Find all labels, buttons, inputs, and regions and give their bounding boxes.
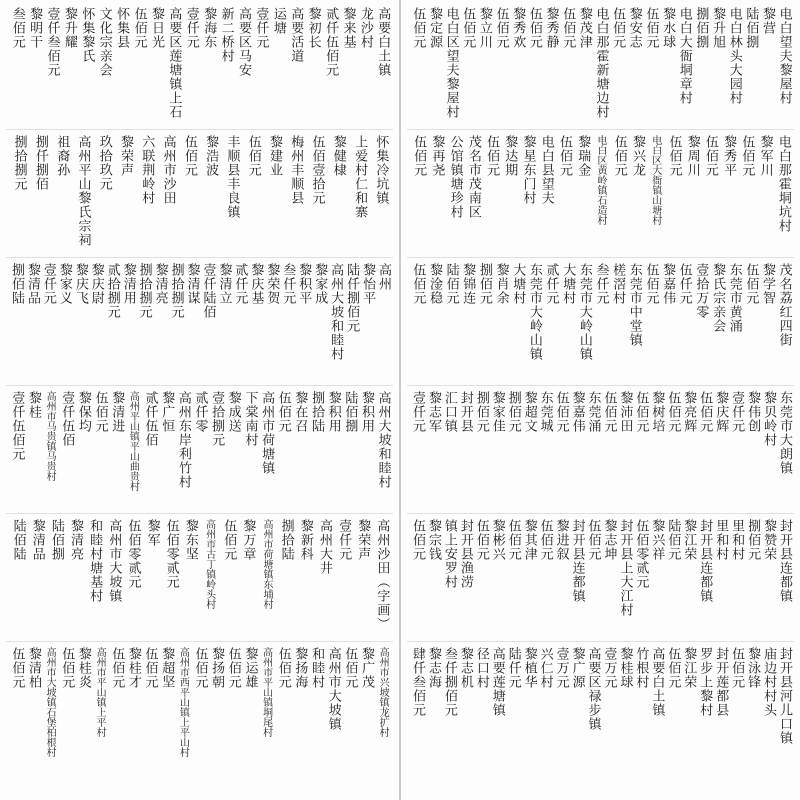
donor-column: 陆佰捌 — [743, 7, 759, 49]
donor-column: 罗步上黎村 — [697, 647, 713, 717]
donor-column: 黎桂炎 — [75, 647, 91, 689]
band-divider — [407, 257, 794, 258]
donor-column: 黎成送 — [225, 391, 241, 433]
donor-band — [401, 132, 800, 259]
donor-column: 伍佰元 — [560, 7, 576, 49]
donor-column: 黎明干 — [27, 7, 43, 49]
donor-column: 伍佰元 — [557, 135, 573, 177]
donor-column: 壹仟元 — [40, 263, 56, 305]
donor-column: 黎营 — [760, 7, 776, 35]
donor-column: 伍佰元 — [275, 647, 291, 689]
donor-column: 伍佰元 — [505, 519, 521, 561]
donor-column: 封开县上大江村 — [617, 519, 633, 617]
donor-column: 壹万元 — [553, 647, 569, 689]
donor-column: 黎广源 — [569, 647, 585, 689]
donor-band — [401, 644, 800, 771]
donor-column: 黎初长 — [305, 7, 321, 49]
donor-column: 叁佰元 — [9, 7, 25, 49]
donor-column: 壹仟叁佰元 — [44, 7, 60, 77]
donor-column: 茂名市茂南区 — [465, 135, 481, 219]
donor-column: 黎桂才 — [125, 647, 141, 689]
donor-column: 高州市荷塘镇 — [259, 391, 275, 475]
donor-column: 壹仟元 — [409, 391, 425, 433]
donor-column: 高州大坡和睦村 — [375, 391, 391, 489]
donor-column: 电白县望夫 — [538, 135, 554, 205]
donor-column: 伍佰元 — [473, 519, 489, 561]
donor-column: 封开县连都镇 — [569, 519, 585, 603]
donor-column: 黎海东 — [201, 7, 217, 49]
donor-column: 高州市大坡镇石堡柏根村 — [44, 647, 56, 757]
donor-column: 高州市平山镇垌尾村 — [260, 647, 272, 737]
donor-column: 黎荣声 — [355, 519, 371, 561]
donor-column: 高州市平山镇上平村 — [94, 647, 106, 737]
donor-column: 黎泳锋 — [745, 647, 761, 689]
donor-column: 伍佰元 — [410, 263, 426, 305]
donor-column: 东莞城 — [537, 391, 553, 433]
donor-column: 黎积用 — [325, 391, 341, 433]
donor-column: 高州东岸利竹村 — [175, 391, 191, 489]
donor-column: 电白那霍新塘边村 — [593, 7, 609, 119]
donor-column: 封开县 — [457, 391, 473, 433]
donor-column: 伍佰元 — [739, 135, 755, 177]
donor-column: 东莞市大朗镇 — [777, 391, 793, 475]
donor-band — [0, 388, 399, 515]
donor-column: 黎清立 — [216, 263, 232, 305]
donor-column: 叁仟元 — [280, 263, 296, 305]
donor-column: 黎军川 — [757, 135, 773, 177]
donor-column: 东莞市大岭山镇 — [576, 263, 592, 361]
donor-band — [0, 516, 399, 643]
donor-column: 封开县河儿口镇 — [777, 647, 793, 745]
donor-column: 伍佰元 — [601, 391, 617, 433]
donor-column: 黎立川 — [476, 7, 492, 49]
donor-column: 陆佰陆 — [10, 519, 26, 561]
donor-column: 茂名荔红四街 — [776, 263, 792, 347]
donor-column: 黎庆辉 — [713, 391, 729, 433]
donor-band — [0, 132, 399, 259]
donor-column: 伍佰元 — [9, 647, 25, 689]
donor-column: 和睦村 — [309, 647, 325, 689]
donor-column: 高要区马安 — [236, 7, 252, 77]
donor-column: 电白望夫黎屋村 — [776, 7, 792, 105]
donor-column: 捌拾陆 — [309, 391, 325, 433]
donor-column: 封开县连都镇 — [777, 519, 793, 603]
donor-column: 高要白土镇 — [649, 647, 665, 717]
donor-column: 里和村 — [729, 519, 745, 561]
donor-column: 黎万章 — [240, 519, 256, 561]
donor-column: 捌拾捌元 — [136, 263, 152, 319]
donor-column: 伍佰元 — [92, 391, 108, 433]
band-divider — [407, 513, 794, 514]
donor-column: 高要活道 — [288, 7, 304, 63]
donor-column: 封开莲都县 — [713, 647, 729, 717]
donor-column: 伍佰元 — [181, 135, 197, 177]
donor-column: 黎茂津 — [576, 7, 592, 49]
donor-column: 径口村 — [473, 647, 489, 689]
donor-column: 黎淦稳 — [426, 263, 442, 305]
donor-column: 捌佰元 — [476, 263, 492, 305]
donor-column: 黎升耀 — [61, 7, 77, 49]
donor-column: 黎积平 — [296, 263, 312, 305]
donor-band — [401, 388, 800, 515]
band-divider — [407, 129, 794, 130]
donor-column: 电白区黄岭镇石造村 — [595, 135, 606, 225]
donor-column: 伍佰元 — [245, 135, 261, 177]
donor-column: 黎清谋 — [184, 263, 200, 305]
donor-column: 捌拾捌元 — [11, 135, 27, 191]
donor-column: 伍佰元 — [743, 263, 759, 305]
donor-column: 黎桂 — [25, 391, 41, 419]
donor-column: 黎家佳 — [489, 391, 505, 433]
donor-column: 黎周川 — [684, 135, 700, 177]
donor-column: 黎桂球 — [617, 647, 633, 689]
donor-column: 黎扬海 — [292, 647, 308, 689]
donor-column: 伍佰元 — [537, 519, 553, 561]
donor-column: 高要白土镇 — [375, 7, 391, 77]
donor-column: 黎家成 — [312, 263, 328, 305]
donor-column: 电白区望夫黎屋村 — [443, 7, 459, 119]
donor-column: 黎荣声 — [118, 135, 134, 177]
donor-column: 捌佰元 — [745, 519, 761, 561]
donor-column: 壹仟陆佰 — [200, 263, 216, 319]
donor-column: 高州市古丁镇岭头村 — [203, 519, 215, 609]
donor-column: 伍佰元 — [109, 647, 125, 689]
donor-column: 捌拾陆 — [278, 519, 294, 561]
donor-column: 伍佰元 — [221, 519, 237, 561]
donor-column: 丰顺县丰良镇 — [224, 135, 240, 219]
donor-column: 东莞市大岭山镇 — [526, 263, 542, 361]
donor-column: 黎达期 — [502, 135, 518, 177]
donor-column: 黎宗钱 — [425, 519, 441, 561]
donor-column: 黎超文 — [521, 391, 537, 433]
donor-column: 黎嘉伟 — [569, 391, 585, 433]
donor-column: 黎氏宗亲会 — [710, 263, 726, 333]
donor-column: 黎清亮 — [68, 519, 84, 561]
donor-column: 伍佰元 — [59, 647, 75, 689]
donor-column: 黎广恒 — [159, 391, 175, 433]
donor-column: 黎家义 — [56, 263, 72, 305]
donor-column: 黎运雄 — [242, 647, 258, 689]
donor-column: 伍佰元 — [665, 391, 681, 433]
donor-column: 黎保均 — [75, 391, 91, 433]
donor-column: 壹仟元 — [253, 7, 269, 49]
donor-column: 电白林头大园村 — [726, 7, 742, 105]
donor-column: 黎兴龙 — [629, 135, 645, 177]
donor-column: 伍佰元 — [702, 135, 718, 177]
donor-column: 捌佰捌 — [693, 7, 709, 49]
donor-column: 黎星东门村 — [520, 135, 536, 205]
donor-band — [401, 516, 800, 643]
donor-column: 槎滘村 — [610, 263, 626, 305]
band-divider — [6, 385, 393, 386]
donor-column: 高州沙田（字画） — [374, 519, 390, 631]
donor-column: 竹根村 — [633, 647, 649, 689]
donor-column: 壹拾捌元 — [209, 391, 225, 447]
donor-column: 贰仟元 — [543, 263, 559, 305]
donor-column: 高州市沙田 — [160, 135, 176, 205]
donor-column: 肆仟叁佰元 — [409, 647, 425, 717]
donor-column: 高州 — [376, 263, 392, 291]
donor-column: 龙沙村 — [357, 7, 373, 49]
donor-column: 捌拾捌元 — [168, 263, 184, 319]
donor-column: 祖裔孙 — [54, 135, 70, 177]
donor-column: 伍佰元 — [697, 391, 713, 433]
donor-column: 陆佰元 — [443, 263, 459, 305]
donor-column: 伍佰元 — [342, 647, 358, 689]
donor-column: 黎水球 — [660, 7, 676, 49]
donor-column: 黎扬朝 — [209, 647, 225, 689]
donor-column: 伍佰元 — [225, 647, 241, 689]
donor-column: 运塘 — [270, 7, 286, 35]
donor-column: 和睦村塘基村 — [87, 519, 103, 603]
donor-column: 黎庆基 — [248, 263, 264, 305]
donor-column: 黎江荣 — [681, 647, 697, 689]
donor-column: 上爱村仁和寨 — [352, 135, 368, 219]
donor-column: 公馆镇塘珍村 — [447, 135, 463, 219]
donor-column: 壹拾万零 — [693, 263, 709, 319]
donor-column: 捌佰元 — [473, 391, 489, 433]
donor-column: 黎秀欢 — [510, 7, 526, 49]
donor-column: 黎志坤 — [601, 519, 617, 561]
donor-column: 黎日光 — [148, 7, 164, 49]
donor-column: 黎赞荣 — [761, 519, 777, 561]
donor-column: 黎庆尉 — [88, 263, 104, 305]
donor-column: 高州市马贵镇马贵村 — [44, 391, 56, 481]
band-divider — [6, 513, 393, 514]
donor-column: 伍佰元 — [666, 135, 682, 177]
donor-column: 黎秀平 — [721, 135, 737, 177]
donor-column: 文化宗亲会 — [96, 7, 112, 77]
donor-column: 伍佰元 — [411, 135, 427, 177]
donor-column: 高要莲塘镇 — [489, 647, 505, 717]
donor-band — [401, 4, 800, 131]
band-divider — [6, 129, 393, 130]
donor-column: 伍佰元 — [192, 647, 208, 689]
donor-column: 黎江荣 — [681, 519, 697, 561]
donor-column: 捌仟捌佰 — [32, 135, 48, 191]
donor-column: 伍佰零贰元 — [163, 519, 179, 589]
donor-column: 高州大坡和睦村 — [328, 263, 344, 361]
donor-column: 庙边村村头 — [761, 647, 777, 717]
donor-column: 伍佰元 — [665, 647, 681, 689]
donor-column: 贰仟伍佰 — [142, 391, 158, 447]
donor-column: 黎贝岭村 — [761, 391, 777, 447]
donor-column: 黎志海 — [425, 647, 441, 689]
donor-column: 黎超坚 — [159, 647, 175, 689]
donor-column: 壹仟元 — [183, 7, 199, 49]
donor-column: 伍佰元 — [275, 391, 291, 433]
donor-column: 壹仟伍佰 — [59, 391, 75, 447]
donor-column: 黎积用 — [359, 391, 375, 433]
donor-column: 贰拾捌元 — [104, 263, 120, 319]
donor-column: 伍佰元 — [131, 7, 147, 49]
donor-column: 黎瑞金 — [575, 135, 591, 177]
donor-column: 新二桥村 — [218, 7, 234, 63]
donor-column: 黎新科 — [297, 519, 313, 561]
donor-column: 黎在召 — [292, 391, 308, 433]
donor-column: 高州市大坡镇 — [106, 519, 122, 603]
donor-column: 伍佰元 — [460, 7, 476, 49]
donor-column: 电白区大衙镇山塘村 — [649, 135, 661, 225]
donor-column: 叁仟捌佰元 — [441, 647, 457, 717]
donor-column: 黎学智 — [760, 263, 776, 305]
donor-column: 怀集黎氏 — [79, 7, 95, 63]
donor-column: 黎肖余 — [493, 263, 509, 305]
donor-column: 黎秀静 — [543, 7, 559, 49]
donor-column: 伍佰元 — [409, 519, 425, 561]
donor-column: 东莞市中堂镇 — [626, 263, 642, 347]
donor-column: 伍佰元 — [410, 7, 426, 49]
donor-column: 高州大井 — [316, 519, 332, 575]
donor-column: 伍佰元 — [526, 7, 542, 49]
donor-column: 里和村 — [713, 519, 729, 561]
donor-column: 黎其津 — [521, 519, 537, 561]
donor-column: 伍佰元 — [553, 391, 569, 433]
donor-column: 黎荣贺 — [264, 263, 280, 305]
donor-column: 黎亮辉 — [681, 391, 697, 433]
right-page — [401, 0, 800, 800]
donor-column: 伍佰元 — [484, 135, 500, 177]
donor-column: 黎锦连 — [460, 263, 476, 305]
donor-column: 黎清品 — [29, 519, 45, 561]
donor-column: 伍佰元 — [142, 647, 158, 689]
donor-column: 伍佰元 — [611, 135, 627, 177]
donor-column: 壹仟伍佰元 — [9, 391, 25, 461]
donor-column: 伍佰零贰元 — [633, 519, 649, 589]
donor-column: 高州平山镇平山曲贵村 — [127, 391, 139, 491]
band-divider — [407, 385, 794, 386]
donor-column: 大塘村 — [560, 263, 576, 305]
donor-column: 黎彬兴 — [489, 519, 505, 561]
donor-column: 高州平山黎氏宗祠 — [75, 135, 91, 247]
donor-column: 黎广茂 — [359, 647, 375, 689]
donor-column: 梅州丰顺县 — [288, 135, 304, 205]
donor-column: 黎升旭 — [710, 7, 726, 49]
donor-column: 黎健棣 — [330, 135, 346, 177]
donor-column: 怀集县 — [114, 7, 130, 49]
donor-column: 黎再尧 — [429, 135, 445, 177]
donor-column: 电白大衙垌章村 — [676, 7, 692, 105]
donor-column: 封开县渔涝 — [457, 519, 473, 589]
donor-column: 下棠南村 — [242, 391, 258, 447]
donor-column: 高州市荷塘镇东埔村 — [261, 519, 273, 609]
donor-column: 黎军 — [144, 519, 160, 547]
donor-column: 伍佰元 — [643, 263, 659, 305]
donor-column: 大塘村 — [510, 263, 526, 305]
donor-column: 伍佰元 — [643, 7, 659, 49]
donor-column: 伍佰元 — [729, 647, 745, 689]
donor-column: 玖拾玖元 — [96, 135, 112, 191]
donor-column: 黎嘉伟 — [660, 263, 676, 305]
band-divider — [6, 257, 393, 258]
donor-column: 叁仟元 — [593, 263, 609, 305]
donor-band — [0, 4, 399, 131]
donor-column: 壹仟元 — [729, 391, 745, 433]
donor-band — [0, 260, 399, 387]
donor-column: 伍佰零贰元 — [125, 519, 141, 589]
donor-column: 黎浩波 — [203, 135, 219, 177]
donor-column: 伍佰元 — [610, 7, 626, 49]
donor-column: 电白那霍垌坑村 — [775, 135, 791, 233]
donor-column: 黎定源 — [426, 7, 442, 49]
donor-column: 黎志军 — [425, 391, 441, 433]
band-divider — [6, 641, 393, 642]
donor-column: 黎怡平 — [360, 263, 376, 305]
donor-column: 黎庆飞 — [72, 263, 88, 305]
donor-column: 捌佰陆 — [8, 263, 24, 305]
donor-column: 黎东坚 — [182, 519, 198, 561]
donor-column: 高州市西平山镇上平山村 — [177, 647, 189, 757]
donor-column: 陆仟捌佰元 — [344, 263, 360, 333]
donor-column: 汇口镇 — [441, 391, 457, 433]
donor-column: 伍佰元 — [493, 7, 509, 49]
donor-column: 黎清柏 — [25, 647, 41, 689]
donor-band — [0, 644, 399, 771]
donor-column: 高州市大坡镇 — [325, 647, 341, 731]
donor-column: 六联荆岭村 — [139, 135, 155, 205]
donor-column: 陆佰元 — [665, 519, 681, 561]
donor-column: 贰仟伍佰元 — [323, 7, 339, 77]
donor-column: 黎清亮 — [152, 263, 168, 305]
donor-column: 黎沛田 — [617, 391, 633, 433]
donor-column: 兴仁村 — [537, 647, 553, 689]
donor-column: 黎兴祥 — [649, 519, 665, 561]
donor-column: 黎树培 — [649, 391, 665, 433]
donor-band — [401, 260, 800, 387]
donor-column: 黎来基 — [340, 7, 356, 49]
donor-column: 壹万元 — [601, 647, 617, 689]
donor-column: 东莞市黄涌 — [726, 263, 742, 333]
donor-column: 陆佰捌 — [48, 519, 64, 561]
donor-column: 黎植华 — [521, 647, 537, 689]
left-page — [0, 0, 399, 800]
donor-column: 黎清品 — [24, 263, 40, 305]
donor-column: 镇上安罗村 — [441, 519, 457, 589]
donor-column: 贰仟元 — [232, 263, 248, 305]
donor-column: 高要区禄步镇 — [585, 647, 601, 731]
donor-column: 黎进叙 — [553, 519, 569, 561]
donor-column: 黎清进 — [109, 391, 125, 433]
donor-column: 壹仟元 — [336, 519, 352, 561]
donor-column: 捌佰元 — [505, 391, 521, 433]
donor-column: 黎清用 — [120, 263, 136, 305]
donor-column: 贰仟零 — [192, 391, 208, 433]
donor-column: 高要区莲塘镇上石 — [166, 7, 182, 119]
donor-column: 怀集冷坑镇 — [373, 135, 389, 205]
donor-column: 东莞涌 — [585, 391, 601, 433]
donor-column: 高州市兴坡镇龙扩村 — [377, 647, 389, 737]
donor-column: 黎志机 — [457, 647, 473, 689]
donor-column: 伍佰元 — [633, 391, 649, 433]
donor-column: 黎安志 — [626, 7, 642, 49]
donor-column: 陆佰捌 — [342, 391, 358, 433]
donor-column: 伍佰元 — [585, 519, 601, 561]
donor-column: 黎伟创 — [745, 391, 761, 433]
band-divider — [407, 641, 794, 642]
donor-column: 陆仟元 — [505, 647, 521, 689]
donor-column: 伍佰壹拾元 — [309, 135, 325, 205]
donor-column: 封开县连都镇 — [697, 519, 713, 603]
donor-column: 伍仟元 — [676, 263, 692, 305]
donor-column: 黎建业 — [266, 135, 282, 177]
